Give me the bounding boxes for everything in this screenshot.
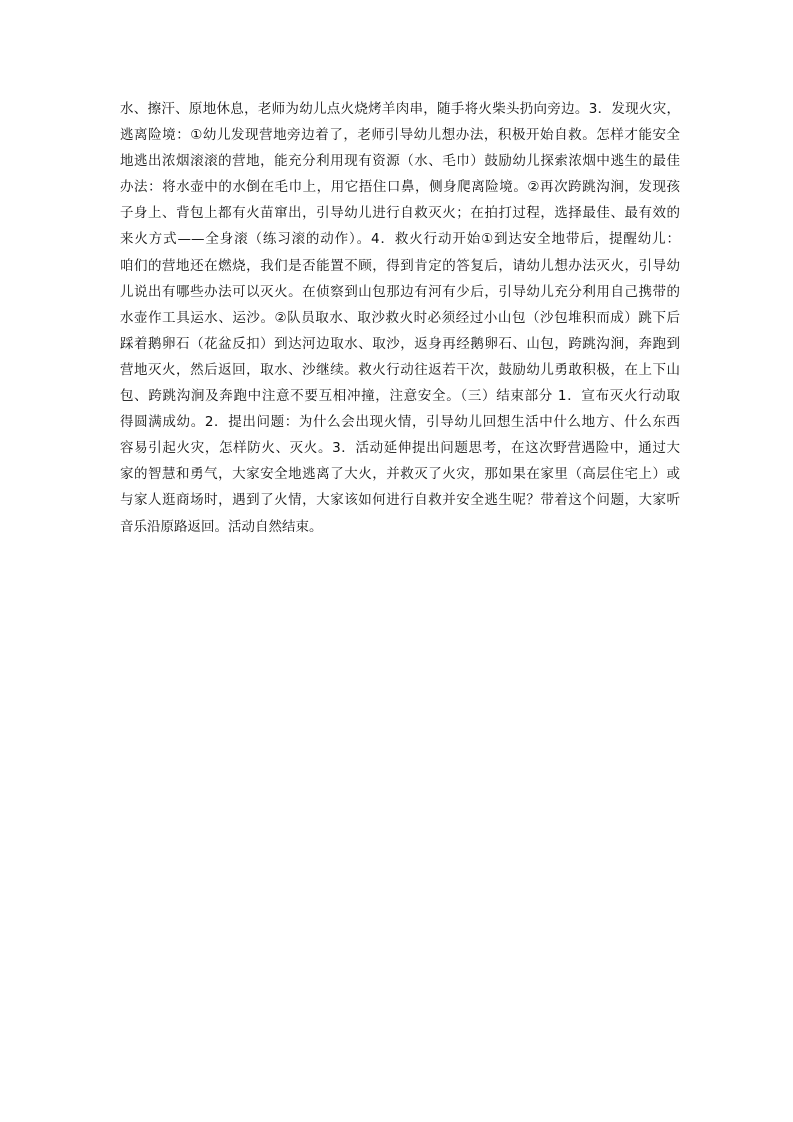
text-line: 逃离险境：①幼儿发现营地旁边着了，老师引导幼儿想办法，积极开始自救。怎样才能安全 bbox=[120, 127, 680, 144]
text-line: 容易引起火灾，怎样防火、灭火。3．活动延伸提出问题思考，在这次野营遇险中，通过大 bbox=[120, 440, 680, 457]
text-line: 水壶作工具运水、运沙。②队员取水、取沙救火时必须经过小山包（沙包堆积而成）跳下后 bbox=[120, 309, 680, 326]
text-line: 包、跨跳沟涧及奔跑中注意不要互相冲撞，注意安全。（三）结束部分 1．宣布灭火行动取 bbox=[120, 388, 680, 405]
text-line: 踩着鹅卵石（花盆反扣）到达河边取水、取沙，返身再经鹅卵石、山包，跨跳沟涧，奔跑到 bbox=[120, 335, 680, 352]
text-line: 营地灭火，然后返回，取水、沙继续。救火行动往返若干次，鼓励幼儿勇敢积极，在上下山 bbox=[120, 361, 680, 378]
text-line: 咱们的营地还在燃烧，我们是否能置不顾，得到肯定的答复后，请幼儿想办法灭火，引导幼 bbox=[120, 257, 680, 274]
body-text bbox=[120, 96, 680, 540]
text-line: 得圆满成幼。2．提出问题：为什么会出现火情，引导幼儿回想生活中什么地方、什么东西 bbox=[120, 414, 680, 431]
text-line: 来火方式——全身滚（练习滚的动作）。4．救火行动开始①到达安全地带后，提醒幼儿： bbox=[120, 231, 680, 248]
text-line: 与家人逛商场时，遇到了火情，大家该如何进行自救并安全逃生呢？带着这个问题，大家听 bbox=[120, 492, 680, 509]
text-line: 水、擦汗、原地休息，老师为幼儿点火烧烤羊肉串，随手将火柴头扔向旁边。3．发现火灾， bbox=[120, 101, 680, 117]
text-line: 办法：将水壶中的水倒在毛巾上，用它捂住口鼻，侧身爬离险境。②再次跨跳沟涧，发现孩 bbox=[120, 179, 680, 196]
text-line: 子身上、背包上都有火苗窜出，引导幼儿进行自救灭火；在拍打过程，选择最佳、最有效的 bbox=[120, 205, 680, 222]
text-line: 家的智慧和勇气，大家安全地逃离了大火，并救灭了火灾，那如果在家里（高层住宅上）或 bbox=[120, 466, 680, 483]
text-line: 儿说出有哪些办法可以灭火。在侦察到山包那边有河有少后，引导幼儿充分利用自己携带的 bbox=[120, 283, 680, 300]
text-line: 地逃出浓烟滚滚的营地，能充分利用现有资源（水、毛巾）鼓励幼儿探索浓烟中逃生的最佳 bbox=[120, 153, 680, 170]
text-line: 音乐沿原路返回。活动自然结束。 bbox=[120, 518, 323, 535]
